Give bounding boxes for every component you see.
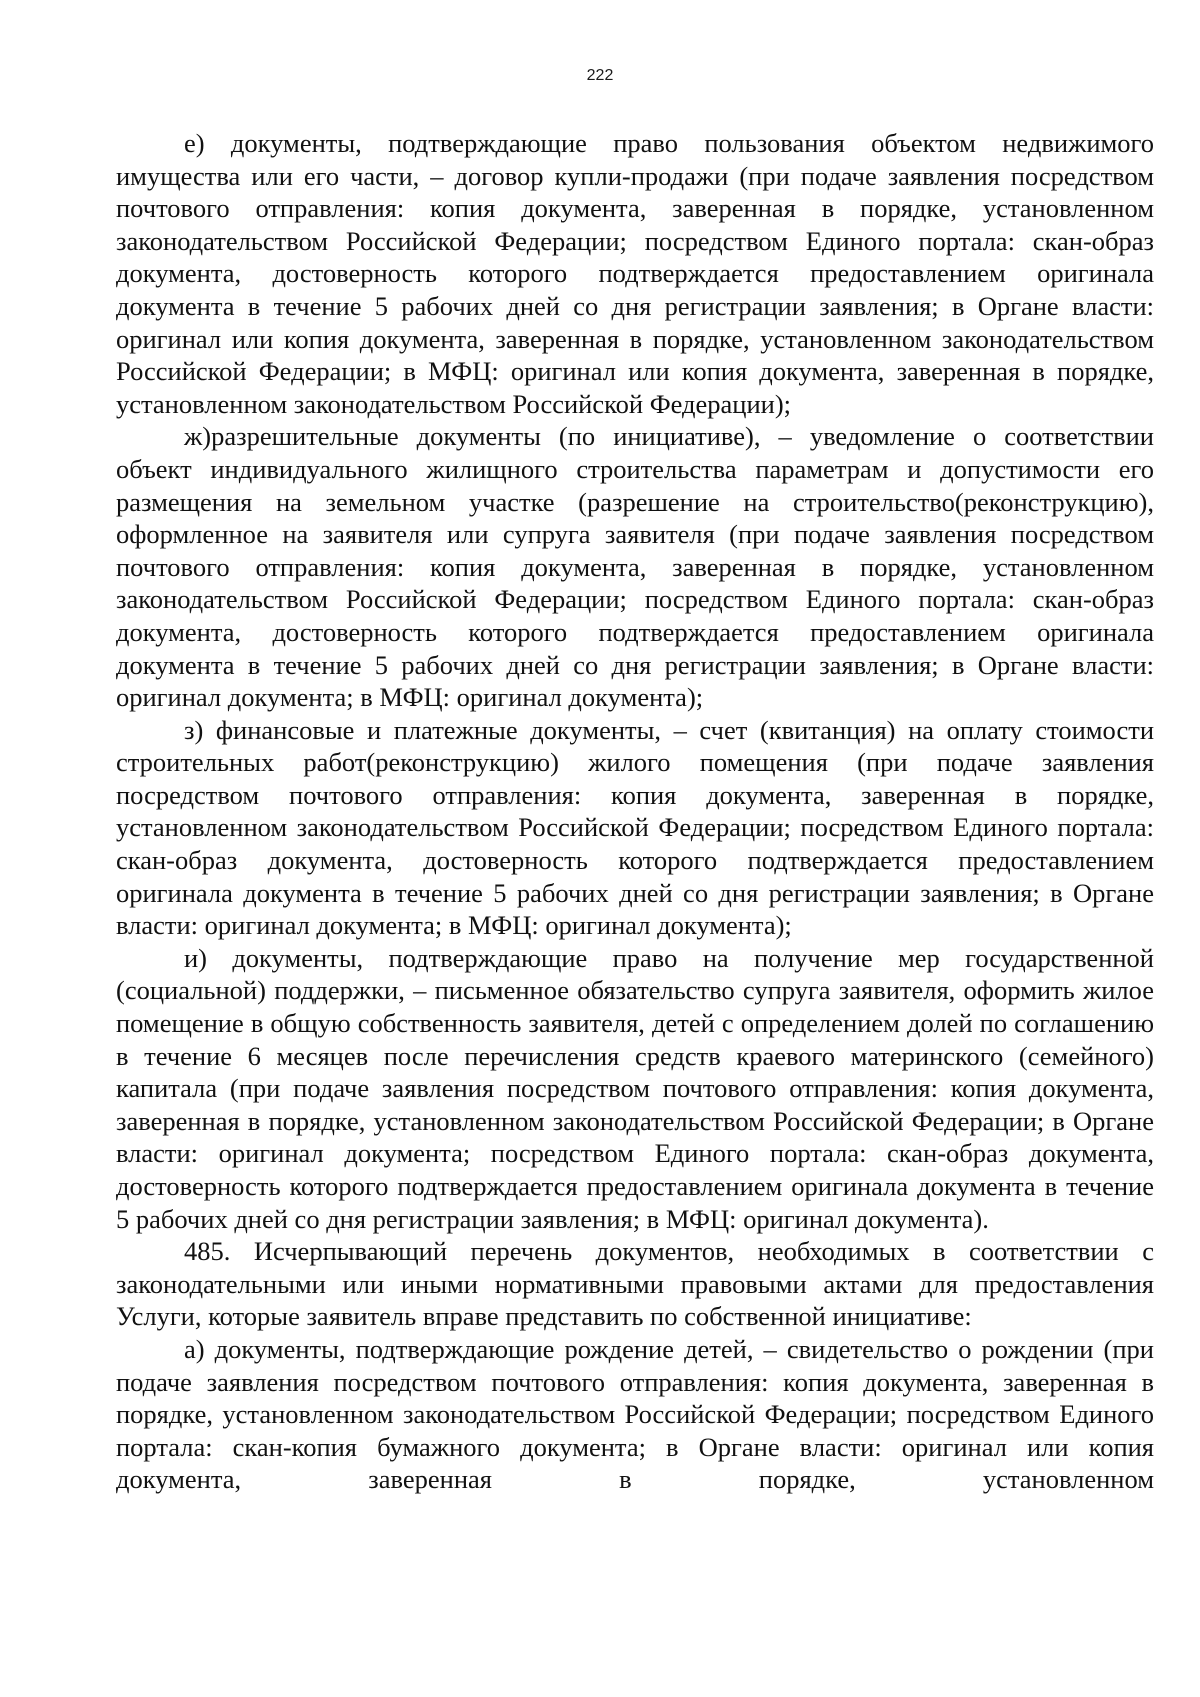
paragraph-e: е) документы, подтверждающие право пользования объектом недвижимого имущества или его части, – договор купли-продажи (при подаче заявления посредством почтового отправления: копия документа, заверенная в порядке, установленном законодательством Российской Федерации; посредством Единого портала: скан-образ документа, достоверность которого подтверждается предоставлением оригинала документа в течение 5 рабочих дней со дня регистрации заявления; в Органе власти: оригинал или копия документа, заверенная в порядке, установленном законодательством Российской Федерации; в МФЦ: оригинал или копия документа, заверенная в порядке, установленном законодательством Российской Федерации);	[116, 128, 1154, 419]
page-number: 222	[586, 67, 614, 84]
paragraph-a: а) документы, подтверждающие рождение детей, – свидетельство о рождении (при подаче заявления посредством почтового отправления: копия документа, заверенная в порядке, установленном законодательством Российской Федерации; посредством Единого портала: скан-копия бумажного документа; в Органе власти: оригинал или копия документа, заверенная в порядке, установленном	[116, 1333, 1154, 1495]
paragraph-485: 485. Исчерпывающий перечень документов, необходимых в соответствии с законодательными или иными нормативными правовыми актами для предоставления Услуги, которые заявитель вправе представить по собственной инициативе:	[116, 1236, 1154, 1332]
document-body	[116, 127, 1154, 1496]
paragraph-i: и) документы, подтверждающие право на получение мер государственной (социальной) поддержки, – письменное обязательство супруга заявителя, оформить жилое помещение в общую собственность заявителя, детей с определением долей по соглашению в течение 6 месяцев после перечисления средств краевого материнского (семейного) капитала (при подаче заявления посредством почтового отправления: копия документа, заверенная в порядке, установленном законодательством Российской Федерации; в Органе власти: оригинал документа; посредством Единого портала: скан-образ документа, достоверность которого подтверждается предоставлением оригинала документа в течение 5 рабочих дней со дня регистрации заявления; в МФЦ: оригинал документа).	[116, 942, 1154, 1234]
paragraph-z: з) финансовые и платежные документы, – счет (квитанция) на оплату стоимости строительных работ(реконструкцию) жилого помещения (при подаче заявления посредством почтового отправления: копия документа, заверенная в порядке, установленном законодательством Российской Федерации; посредством Единого портала: скан-образ документа, достоверность которого подтверждается предоставлением оригинала документа в течение 5 рабочих дней со дня регистрации заявления; в Органе власти: оригинал документа; в МФЦ: оригинал документа);	[116, 714, 1154, 941]
paragraph-zh: ж)разрешительные документы (по инициативе), – уведомление о соответствии объект индивидуального жилищного строительства параметрам и допустимости его размещения на земельном участке (разрешение на строительство(реконструкцию), оформленное на заявителя или супруга заявителя (при подаче заявления посредством почтового отправления: копия документа, заверенная в порядке, установленном законодательством Российской Федерации; посредством Единого портала: скан-образ документа, достоверность которого подтверждается предоставлением оригинала документа в течение 5 рабочих дней со дня регистрации заявления; в Органе власти: оригинал документа; в МФЦ: оригинал документа);	[116, 421, 1154, 713]
